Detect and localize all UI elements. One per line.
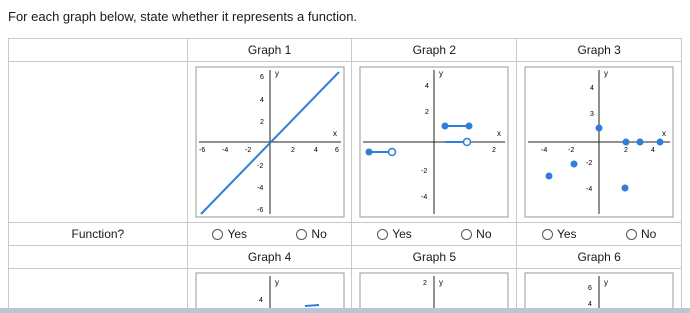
graph1-ytick: -4 [256,185,263,192]
empty-header [9,39,188,62]
graph1-xtick: -4 [221,147,228,154]
graph4-curve [305,305,319,306]
graph1-x-label: x [332,129,337,138]
graph1-ytick: 2 [259,119,264,126]
graph3-no-option[interactable] [626,227,656,241]
yes-label: Yes [227,227,248,241]
graph3-cell [517,62,682,223]
graph3-x-label: x [662,129,667,138]
graph2-open-point [389,149,396,156]
graph2-xtick: 2 [492,147,497,154]
no-label: No [476,227,492,241]
graph2-ytick: -4 [421,194,428,201]
function-row-top [9,223,682,246]
graph5-cell [352,269,517,309]
graph5-ytick: 2 [423,280,428,287]
graph-row-top [9,62,682,223]
empty-graph-cell [9,62,188,223]
graph1-yes-option[interactable] [212,227,247,241]
graph5-plot [359,272,509,308]
graph1-cell [187,62,352,223]
graph1-xtick: 4 [313,147,318,154]
graph1-xtick: -6 [198,147,205,154]
graph4-cell [187,269,352,309]
graph3-yes-option[interactable] [542,227,577,241]
graph3-title: Graph 3 [517,39,682,62]
graph3-point [623,139,630,146]
graph5-title: Graph 5 [352,246,517,269]
header-row-bottom [9,246,682,269]
header-row-top [9,39,682,62]
graph1-no-option[interactable] [296,227,326,241]
bottom-bar [0,308,690,313]
radio-icon[interactable] [542,229,553,240]
graph3-ytick: -4 [586,186,593,193]
graph-row-bottom [9,269,682,309]
graph3-answer [517,223,682,246]
graph1-title: Graph 1 [187,39,352,62]
graph4-ytick: 4 [258,297,263,304]
graph2-open-point [464,139,471,146]
graph3-point [596,125,603,132]
graph1-ytick: 6 [259,74,264,81]
graph6-title: Graph 6 [517,246,682,269]
graph3-xtick: 4 [651,147,656,154]
graph2-cell [352,62,517,223]
graph3-plot [524,66,674,218]
graph6-cell [517,269,682,309]
graph3-ytick: 3 [590,111,595,118]
graph3-ytick: -2 [586,160,593,167]
graph3-xtick: 2 [624,147,629,154]
graph1-ytick: 4 [259,97,264,104]
graph4-y-label: y [274,278,279,287]
graph6-ytick: 6 [588,285,593,292]
graph1-xtick: -2 [244,147,251,154]
instructions: For each graph below, state whether it represents a function. [8,9,358,24]
graph5-y-label: y [439,278,444,287]
graph3-point [571,161,578,168]
graph6-plot [524,272,674,308]
graph2-plot [359,66,509,218]
graph1-ytick: -6 [256,207,263,214]
radio-icon[interactable] [461,229,472,240]
graph2-yes-option[interactable] [377,227,412,241]
radio-icon[interactable] [377,229,388,240]
function-label: Function? [9,223,188,246]
graph4-plot [195,272,345,308]
graph2-x-label: x [497,129,502,138]
graph6-y-label: y [604,278,609,287]
graph1-xtick: 6 [334,147,339,154]
graph3-point [637,139,644,146]
graph2-y-label: y [439,69,444,78]
graph3-ytick: 4 [590,85,595,92]
radio-icon[interactable] [212,229,223,240]
graph2-ytick: -2 [421,168,428,175]
graph3-y-label: y [604,69,609,78]
graph2-closed-point [366,149,373,156]
graph2-title: Graph 2 [352,39,517,62]
graph1-ytick: -2 [256,163,263,170]
graph1-answer [187,223,352,246]
graph3-point [622,185,629,192]
graph1-y-label: y [274,69,279,78]
graph3-xtick: -2 [568,147,575,154]
graphs-table [8,38,682,309]
graph3-point [657,139,664,146]
radio-icon[interactable] [626,229,637,240]
empty-header [9,246,188,269]
graph1-plot [195,66,345,218]
graph2-ytick: 2 [425,109,430,116]
graph2-no-option[interactable] [461,227,491,241]
graph2-answer [352,223,517,246]
graph6-ytick: 4 [588,301,593,308]
no-label: No [311,227,327,241]
empty-graph-cell [9,269,188,309]
graph3-point [546,173,553,180]
yes-label: Yes [556,227,577,241]
graph1-xtick: 2 [290,147,295,154]
graph4-title: Graph 4 [187,246,352,269]
graph2-closed-point [466,123,473,130]
yes-label: Yes [392,227,412,241]
graph3-xtick: -4 [541,147,548,154]
no-label: No [640,227,657,241]
radio-icon[interactable] [296,229,307,240]
graph2-closed-point [442,123,449,130]
graph2-ytick: 4 [425,83,430,90]
